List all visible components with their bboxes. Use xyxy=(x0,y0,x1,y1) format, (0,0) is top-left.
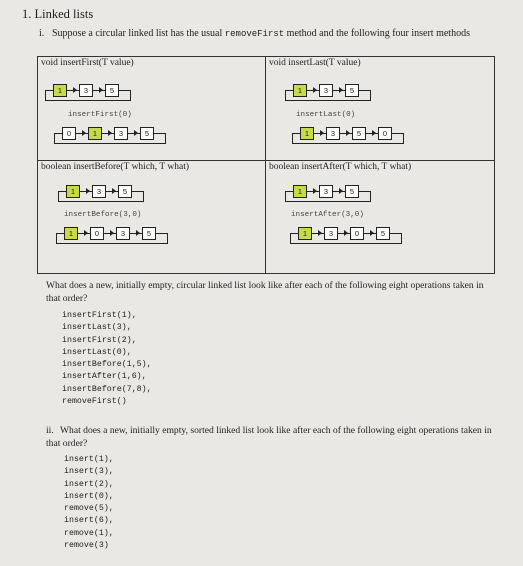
list-node: 3 xyxy=(116,227,130,240)
op-label: insertAfter(3,0) xyxy=(291,211,364,219)
operation-line: insert(3), xyxy=(64,467,114,477)
cell-title: boolean insertBefore(T which, T what) xyxy=(41,162,190,172)
part-i-marker: i. xyxy=(39,28,45,39)
operation-line: insertBefore(7,8), xyxy=(62,384,152,394)
insert-methods-table xyxy=(37,56,495,274)
list-node: 1 xyxy=(66,185,80,198)
operation-line: insert(1), xyxy=(64,455,114,464)
list-node: 1 xyxy=(53,84,67,97)
next-pointer-arrow xyxy=(312,233,321,234)
operation-line: insertLast(0), xyxy=(62,347,132,357)
next-pointer-arrow xyxy=(104,233,113,234)
next-pointer-arrow xyxy=(338,233,347,234)
list-node: 0 xyxy=(62,127,76,140)
part-ii-text: What does a new, initially empty, sorted linked list look like after each of the following eight operations taken in that order? xyxy=(46,425,492,449)
op-label: insertLast(0) xyxy=(296,111,356,119)
list-node: 3 xyxy=(326,127,340,140)
list-node: 5 xyxy=(345,185,359,198)
list-node: 5 xyxy=(105,84,119,97)
operation-line: remove(5), xyxy=(64,504,114,514)
list-node: 1 xyxy=(293,84,307,97)
operation-line: insertFirst(2), xyxy=(62,335,137,345)
list-node: 3 xyxy=(319,185,333,198)
list-node: 1 xyxy=(300,127,314,140)
operation-line: insert(0), xyxy=(64,491,114,501)
list-node: 5 xyxy=(142,227,156,240)
part-i-text-b: method and the following four insert methods xyxy=(284,28,470,39)
list-node: 5 xyxy=(118,185,132,198)
operation-line: insert(6), xyxy=(64,516,114,526)
cell-title: boolean insertAfter(T which, T what) xyxy=(269,162,412,172)
list-node: 3 xyxy=(114,127,128,140)
next-pointer-arrow xyxy=(80,191,89,192)
list-node: 1 xyxy=(64,227,78,240)
list-node: 3 xyxy=(79,84,93,97)
cell-title: void insertFirst(T value) xyxy=(41,58,134,68)
remove-first-method: removeFirst xyxy=(224,29,285,39)
next-pointer-arrow xyxy=(78,233,87,234)
next-pointer-arrow xyxy=(102,133,111,134)
next-pointer-arrow xyxy=(333,90,342,91)
operation-line: insertAfter(1,6), xyxy=(62,372,147,382)
list-node: 1 xyxy=(293,185,307,198)
operation-line: insertLast(3), xyxy=(62,323,132,333)
section-heading: 1. Linked lists xyxy=(22,7,94,21)
operation-line: remove(1), xyxy=(64,528,114,538)
part-i-intro xyxy=(39,28,499,40)
next-pointer-arrow xyxy=(67,90,76,91)
operations-list-sorted xyxy=(64,454,114,552)
part-ii-marker: ii. xyxy=(46,425,54,436)
part-i-text-a: Suppose a circular linked list has the usual xyxy=(52,28,225,39)
list-node: 3 xyxy=(319,84,333,97)
next-pointer-arrow xyxy=(307,191,316,192)
part-ii-question xyxy=(46,425,501,450)
op-label: insertFirst(0) xyxy=(68,111,132,119)
cell-insert-last xyxy=(266,57,494,161)
operation-line: removeFirst() xyxy=(62,397,127,407)
list-node: 1 xyxy=(298,227,312,240)
operations-list-circular xyxy=(62,310,152,408)
operation-line: insertFirst(1), xyxy=(62,311,137,320)
list-node: 0 xyxy=(378,127,392,140)
list-node: 5 xyxy=(352,127,366,140)
list-node: 3 xyxy=(324,227,338,240)
next-pointer-arrow xyxy=(364,233,373,234)
operation-line: insertBefore(1,5), xyxy=(62,360,152,370)
list-node: 5 xyxy=(140,127,154,140)
next-pointer-arrow xyxy=(128,133,137,134)
operation-line: insert(2), xyxy=(64,479,114,489)
op-label: insertBefore(3,0) xyxy=(64,211,142,219)
cell-insert-first xyxy=(38,57,266,161)
operation-line: remove(3) xyxy=(64,541,109,551)
list-node: 1 xyxy=(88,127,102,140)
next-pointer-arrow xyxy=(314,133,323,134)
next-pointer-arrow xyxy=(307,90,316,91)
list-node: 0 xyxy=(350,227,364,240)
list-node: 3 xyxy=(92,185,106,198)
next-pointer-arrow xyxy=(366,133,375,134)
list-node: 5 xyxy=(376,227,390,240)
question-circular-list: What does a new, initially empty, circular linked list look like after each of the following eight operations taken in that order? xyxy=(46,280,484,304)
cell-title: void insertLast(T value) xyxy=(269,58,361,68)
next-pointer-arrow xyxy=(333,191,342,192)
next-pointer-arrow xyxy=(130,233,139,234)
next-pointer-arrow xyxy=(106,191,115,192)
next-pointer-arrow xyxy=(340,133,349,134)
next-pointer-arrow xyxy=(76,133,85,134)
next-pointer-arrow xyxy=(93,90,102,91)
list-node: 0 xyxy=(90,227,104,240)
list-node: 5 xyxy=(345,84,359,97)
